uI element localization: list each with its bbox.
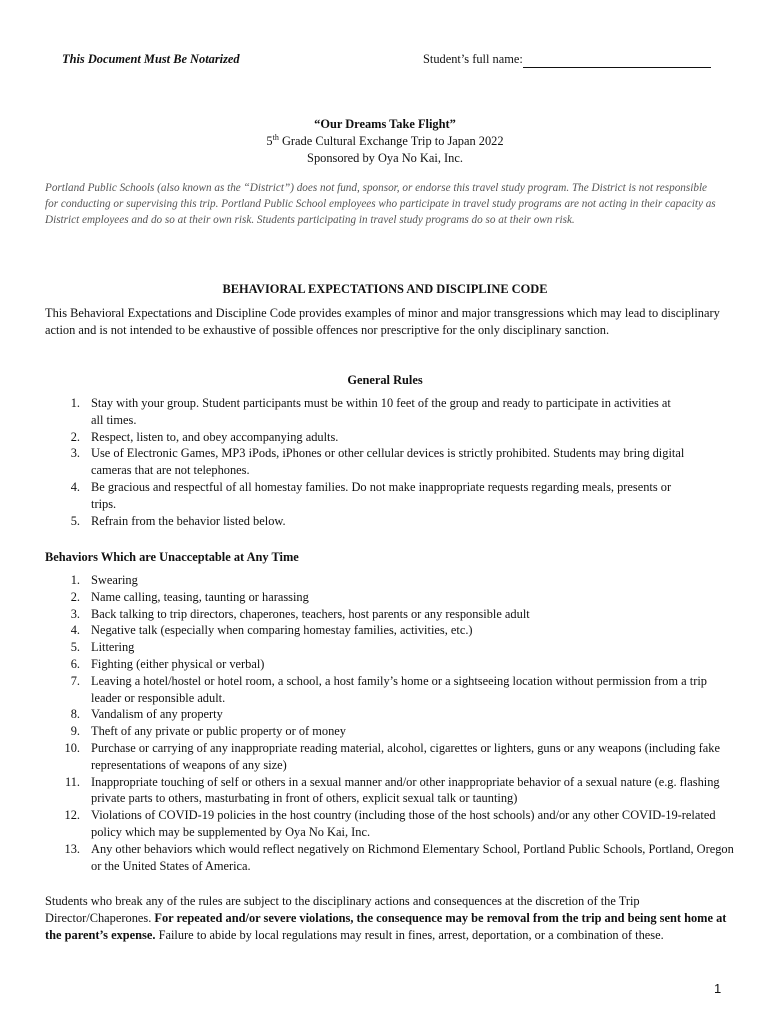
list-item: 3. Back talking to trip directors, chaperones, teachers, host parents or any responsible adult <box>70 606 530 621</box>
discipline-code-intro: This Behavioral Expectations and Discipline Code provides examples of minor and major transgressions which may lead to disciplinary action and is not intended to be exhaustive of possible offences nor prescriptive for the only disciplinary sanction. <box>45 306 720 337</box>
list-item: 2. Name calling, teasing, taunting or harassing <box>70 589 309 604</box>
unacceptable-behaviors-list <box>45 572 735 874</box>
list-item: 1. Stay with your group. Student participants must be within 10 feet of the group and ready to participate in activities at all times. <box>70 396 671 427</box>
student-name-blank[interactable] <box>523 54 711 68</box>
general-rules-heading: General Rules <box>347 373 423 387</box>
trip-title: “Our Dreams Take Flight” <box>314 117 456 131</box>
page-number: 1 <box>714 981 722 996</box>
list-item: 5. Refrain from the behavior listed below. <box>70 513 286 528</box>
discipline-code-heading: BEHAVIORAL EXPECTATIONS AND DISCIPLINE CODE <box>222 282 548 296</box>
list-item: 8. Vandalism of any property <box>70 707 223 722</box>
list-item: 11. Inappropriate touching of self or others in a sexual manner and/or other inappropriate behavior of a sexual nature (e.g. flashing private parts to others, masturbating in front of others, explicit sexual talk or taunting) <box>64 774 720 806</box>
list-item: 2. Respect, listen to, and obey accompanying adults. <box>70 429 339 444</box>
list-item: 3. Use of Electronic Games, MP3 iPods, iPhones or other cellular devices is strictly prohibited. Students may bring digital cameras that are not telephones. <box>70 446 685 478</box>
student-name-label: Student’s full name: <box>423 52 523 66</box>
list-item: 9. Theft of any private or public property or of money <box>70 724 346 739</box>
list-item: 4. Negative talk (especially when comparing homestay families, activities, etc.) <box>70 623 473 638</box>
unacceptable-behaviors-heading: Behaviors Which are Unacceptable at Any Time <box>45 550 299 564</box>
general-rules-list <box>45 395 685 529</box>
consequences-emphasis: For repeated and/or severe violations, the consequence may be removal from the trip and being sent home at the parent’s expense. <box>45 910 727 942</box>
list-item: 1. Swearing <box>70 573 138 587</box>
notarized-notice: This Document Must Be Notarized <box>62 52 240 66</box>
list-item: 4. Be gracious and respectful of all homestay families. Do not make inappropriate requests regarding meals, presents or trips. <box>70 479 672 511</box>
trip-subtitle: 5th Grade Cultural Exchange Trip to Japan 2022 <box>266 132 504 148</box>
list-item: 10. Purchase or carrying of any inappropriate reading material, alcohol, cigarettes or lighters, guns or any weapons (including fake representations of weapons of any size) <box>64 740 720 772</box>
list-item: 6. Fighting (either physical or verbal) <box>70 656 265 671</box>
list-item: 5. Littering <box>70 640 135 655</box>
list-item: 12. Violations of COVID-19 policies in the host country (including those of the host schools) and/or any other COVID-19-related policy which may be supplemented by Oya No Kai, Inc. <box>64 808 716 839</box>
district-disclaimer: Portland Public Schools (also known as the “District”) does not fund, sponsor, or endorse this travel study program. The District is not responsible for conducting or supervising this trip. Portland Public School employees who participate in travel study programs are not acting in their capacity as District employees and do so at their own risk. Students participating in travel study programs do so at their own risk. <box>45 182 716 226</box>
student-name-field[interactable] <box>423 51 711 68</box>
list-item: 7. Leaving a hotel/hostel or hotel room, a school, a host family’s home or a sightseeing location without permission from a trip leader or responsible adult. <box>70 673 707 705</box>
trip-sponsor: Sponsored by Oya No Kai, Inc. <box>307 151 463 165</box>
list-item: 13. Any other behaviors which would reflect negatively on Richmond Elementary School, Portland Public Schools, Portland, Oregon or the United States of America. <box>64 841 734 873</box>
consequences-paragraph: Students who break any of the rules are subject to the disciplinary actions and consequences at the discretion of the Trip Director/Chaperones. For repeated and/or severe violations, the consequence may be removal from the trip and being sent home at the parent’s expense. Failure to abide by local regulations may result in fines, arrest, deportation, or a combination of these. <box>45 894 727 942</box>
